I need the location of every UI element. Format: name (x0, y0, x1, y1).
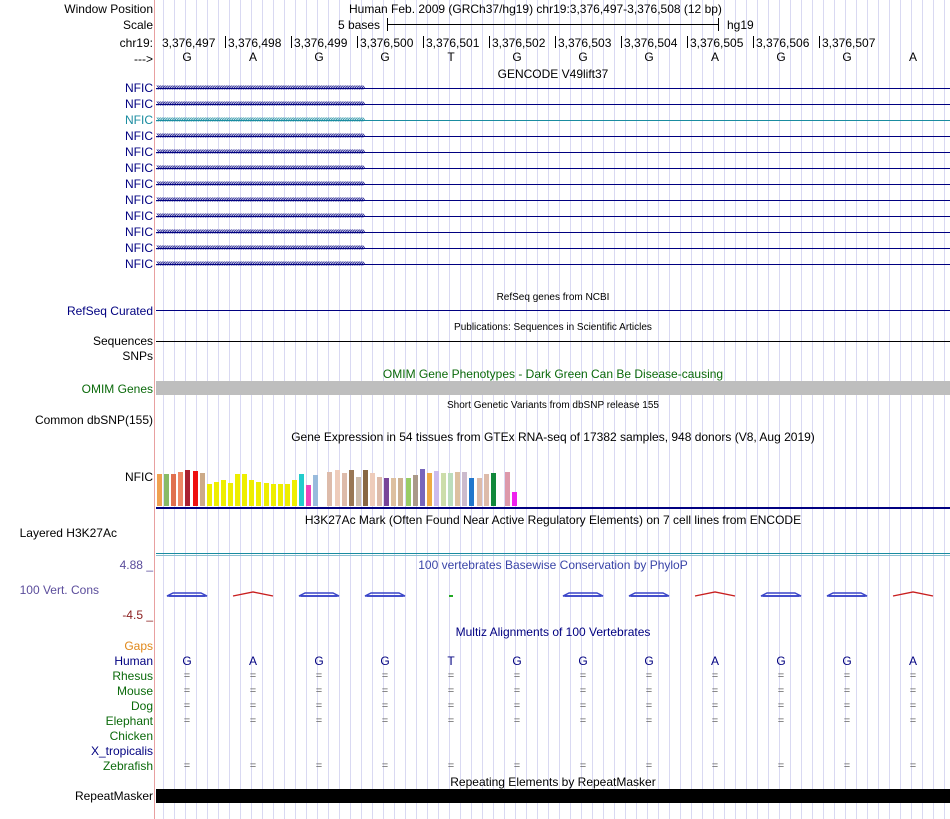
position-tick (357, 36, 358, 48)
gtex-tissue-bar[interactable] (505, 472, 510, 506)
gtex-tissue-bar[interactable] (342, 473, 347, 506)
gtex-tissue-bar[interactable] (469, 478, 474, 506)
scale-bases-text: 5 bases (338, 18, 381, 32)
h3k27ac-label[interactable]: Layered H3K27Ac (19, 526, 117, 540)
human-base: G (314, 654, 324, 668)
reference-base: G (776, 50, 786, 64)
alignment-match: = (645, 715, 653, 727)
alignment-match: = (315, 700, 323, 712)
gtex-gene-label[interactable]: NFIC (125, 470, 153, 484)
alignment-match: = (513, 715, 521, 727)
alignment-match: = (447, 685, 455, 697)
scale-ruler (387, 24, 718, 25)
gtex-tissue-bar[interactable] (271, 484, 276, 506)
alignment-match: = (645, 670, 653, 682)
gtex-tissue-bar[interactable] (221, 480, 226, 506)
refseq-title: RefSeq genes from NCBI (496, 292, 610, 303)
gtex-tissue-bar[interactable] (292, 480, 297, 506)
gtex-tissue-bar[interactable] (491, 473, 496, 506)
alignment-match: = (447, 700, 455, 712)
gencode-transcript-label[interactable]: NFIC (125, 177, 153, 191)
scale-assembly-text: hg19 (727, 18, 754, 32)
alignment-match: = (909, 670, 917, 682)
position-tick-label: 3,376,507 (822, 36, 876, 50)
strand-arrows: ›››››››››››››››››››››››››››››››››››››››››››››››››››››››››››››››››››››››››››››››››››››››››››››››››››››››››››››››››››››››› (156, 178, 364, 189)
sequences-label[interactable]: Sequences (92, 334, 153, 348)
gtex-tissue-bar[interactable] (391, 478, 396, 506)
gtex-tissue-bar[interactable] (363, 470, 368, 506)
alignment-match: = (513, 760, 521, 772)
repeatmasker-title: Repeating Elements by RepeatMasker (450, 775, 656, 789)
human-base: G (512, 654, 522, 668)
strand-arrows: ›››››››››››››››››››››››››››››››››››››››››››››››››››››››››››››››››››››››››››››››››››››››››››››››››››››››››››››››››››››››› (156, 194, 364, 205)
strand-arrows: ›››››››››››››››››››››››››››››››››››››››››››››››››››››››››››››››››››››››››››››››››››››››››››››››››››››››››››››››››››››››› (156, 130, 364, 141)
reference-base: G (644, 50, 654, 64)
alignment-match: = (315, 760, 323, 772)
alignment-match: = (909, 760, 917, 772)
position-tick (753, 36, 754, 48)
position-tick (423, 36, 424, 48)
position-tick-label: 3,376,503 (558, 36, 612, 50)
position-tick (489, 36, 490, 48)
alignment-match: = (777, 715, 785, 727)
alignment-match: = (249, 760, 257, 772)
position-tick (621, 36, 622, 48)
reference-base: G (380, 50, 390, 64)
h3k27ac-signal[interactable] (156, 553, 950, 554)
gtex-tissue-bar[interactable] (157, 474, 162, 506)
human-base: G (380, 654, 390, 668)
reference-base: A (908, 50, 917, 64)
species-label[interactable]: Elephant (105, 714, 153, 728)
alignment-match: = (579, 700, 587, 712)
gtex-tissue-bar[interactable] (228, 483, 233, 506)
phylop-axis-min: -4.5 _ (122, 608, 153, 622)
gtex-tissue-bar[interactable] (427, 473, 432, 506)
position-tick (555, 36, 556, 48)
dbsnp-label[interactable]: Common dbSNP(155) (34, 413, 153, 427)
omim-label[interactable]: OMIM Genes (81, 382, 153, 396)
reference-base: T (447, 50, 455, 64)
alignment-match: = (183, 715, 191, 727)
track-labels-column (0, 0, 153, 819)
strand-label: ---> (134, 52, 153, 66)
conservation-title: 100 vertebrates Basewise Conservation by PhyloP (418, 558, 688, 572)
gtex-tissue-bar[interactable] (171, 474, 176, 506)
alignment-match: = (183, 685, 191, 697)
publications-title: Publications: Sequences in Scientific Articles (454, 322, 652, 333)
gtex-tissue-bar[interactable] (413, 475, 418, 506)
alignment-match: = (711, 715, 719, 727)
gtex-tissue-bar[interactable] (242, 474, 247, 506)
gtex-tissue-bar[interactable] (448, 473, 453, 506)
alignment-match: = (645, 760, 653, 772)
strand-arrows: ›››››››››››››››››››››››››››››››››››››››››››››››››››››››››››››››››››››››››››››››››››››››››››››››››››››››››››››››››››››››› (156, 98, 364, 109)
omim-title: OMIM Gene Phenotypes - Dark Green Can Be Disease-causing (382, 367, 724, 381)
gaps-label: Gaps (124, 639, 153, 653)
position-tick (225, 36, 226, 48)
gencode-transcript-label[interactable]: NFIC (125, 225, 153, 239)
gtex-tissue-bar[interactable] (256, 482, 261, 506)
strand-arrows: ›››››››››››››››››››››››››››››››››››››››››››››››››››››››››››››››››››››››››››››››››››››››››››››››››››››››››››››››››››››››› (156, 226, 364, 237)
reference-base: G (512, 50, 522, 64)
alignment-match: = (183, 670, 191, 682)
gtex-tissue-bar[interactable] (384, 478, 389, 506)
alignment-match: = (249, 700, 257, 712)
gencode-transcript-label[interactable]: NFIC (125, 97, 153, 111)
h3k27ac-signal-shadow (156, 555, 950, 556)
chrom-label: chr19: (119, 36, 153, 50)
alignment-match: = (711, 685, 719, 697)
alignment-match: = (315, 685, 323, 697)
gtex-title: Gene Expression in 54 tissues from GTEx RNA-seq of 17382 samples, 948 donors (V8, Aug 2019) (291, 430, 815, 444)
position-tick-label: 3,376,497 (162, 36, 216, 50)
gtex-tissue-bar[interactable] (278, 484, 283, 506)
position-tick (819, 36, 820, 48)
gtex-tissue-bar[interactable] (178, 472, 183, 506)
phylop-score-mark (233, 592, 273, 596)
alignment-match: = (909, 715, 917, 727)
gtex-tissue-bar[interactable] (406, 478, 411, 506)
gtex-tissue-bar[interactable] (377, 477, 382, 506)
window-position-label: Window Position (64, 2, 153, 16)
alignment-match: = (249, 685, 257, 697)
alignment-match: = (909, 700, 917, 712)
alignment-match: = (843, 700, 851, 712)
scale-ruler-left-tick (387, 18, 388, 31)
alignment-match: = (381, 700, 389, 712)
alignment-match: = (183, 700, 191, 712)
refseq-line[interactable] (156, 310, 950, 311)
alignment-match: = (711, 760, 719, 772)
phylop-track[interactable] (156, 574, 950, 619)
gtex-tissue-bar[interactable] (441, 473, 446, 506)
alignment-match: = (645, 685, 653, 697)
gtex-tissue-bar[interactable] (207, 484, 212, 506)
alignment-match: = (579, 715, 587, 727)
alignment-match: = (579, 685, 587, 697)
human-base: G (578, 654, 588, 668)
position-tick-label: 3,376,504 (624, 36, 678, 50)
alignment-match: = (645, 700, 653, 712)
position-tick-label: 3,376,501 (426, 36, 480, 50)
phylop-axis-max: 4.88 _ (119, 558, 153, 572)
species-label[interactable]: Chicken (109, 729, 153, 743)
reference-base: G (578, 50, 588, 64)
alignment-match: = (579, 670, 587, 682)
human-base: A (908, 654, 917, 668)
omim-bar[interactable] (156, 381, 950, 395)
tracks-panel[interactable] (156, 0, 950, 819)
alignment-match: = (381, 715, 389, 727)
species-label[interactable]: Mouse (116, 684, 153, 698)
human-base: A (710, 654, 719, 668)
position-tick (687, 36, 688, 48)
gtex-tissue-bar[interactable] (477, 478, 482, 506)
gencode-transcript-label[interactable]: NFIC (125, 209, 153, 223)
gtex-tissue-bar[interactable] (455, 472, 460, 506)
alignment-match: = (315, 715, 323, 727)
gencode-title: GENCODE V49lift37 (497, 67, 609, 81)
reference-base: A (710, 50, 719, 64)
human-base: A (248, 654, 257, 668)
alignment-match: = (447, 670, 455, 682)
strand-arrows: ›››››››››››››››››››››››››››››››››››››››››››››››››››››››››››››››››››››››››››››››››››››››››››››››››››››››››››››››››››››››› (156, 114, 364, 125)
gtex-tissue-bar[interactable] (264, 483, 269, 506)
gtex-tissue-bar[interactable] (434, 471, 439, 506)
gtex-bar-chart[interactable] (156, 444, 950, 508)
gtex-tissue-bar[interactable] (249, 480, 254, 506)
alignment-match: = (447, 715, 455, 727)
phylop-score-mark (695, 592, 735, 596)
alignment-match: = (843, 715, 851, 727)
position-tick-label: 3,376,502 (492, 36, 546, 50)
strand-arrows: ›››››››››››››››››››››››››››››››››››››››››››››››››››››››››››››››››››››››››››››››››››››››››››››››››››››››››››››››››››››››› (156, 242, 364, 253)
gtex-tissue-bar[interactable] (327, 472, 332, 506)
gtex-tissue-bar[interactable] (462, 472, 467, 506)
alignment-match: = (777, 760, 785, 772)
position-tick (291, 36, 292, 48)
alignment-match: = (843, 670, 851, 682)
alignment-match: = (249, 670, 257, 682)
alignment-match: = (513, 700, 521, 712)
gtex-tissue-bar[interactable] (185, 470, 190, 506)
reference-base: A (248, 50, 257, 64)
alignment-match: = (381, 670, 389, 682)
alignment-match: = (777, 700, 785, 712)
gtex-tissue-bar[interactable] (164, 474, 169, 506)
publications-line[interactable] (156, 341, 950, 342)
alignment-match: = (843, 760, 851, 772)
gencode-transcript-label[interactable]: NFIC (125, 81, 153, 95)
human-base: T (447, 654, 455, 668)
gtex-tissue-bar[interactable] (420, 469, 425, 506)
alignment-match: = (447, 760, 455, 772)
gtex-tissue-bar[interactable] (235, 474, 240, 506)
gencode-transcript-label[interactable]: NFIC (125, 129, 153, 143)
gtex-tissue-bar[interactable] (214, 482, 219, 506)
species-label[interactable]: Human (114, 654, 153, 668)
scale-ruler-right-tick (718, 18, 719, 31)
alignment-match: = (381, 685, 389, 697)
alignment-match: = (711, 670, 719, 682)
alignment-match: = (843, 685, 851, 697)
dbsnp-title: Short Genetic Variants from dbSNP release 155 (447, 400, 659, 411)
phylop-score-mark (449, 595, 453, 597)
position-tick-label: 3,376,500 (360, 36, 414, 50)
human-base: G (644, 654, 654, 668)
gtex-tissue-bar[interactable] (484, 474, 489, 506)
alignment-match: = (777, 685, 785, 697)
window-position-value: Human Feb. 2009 (GRCh37/hg19) chr19:3,376,497-3,376,508 (12 bp) (349, 2, 722, 16)
gtex-tissue-bar[interactable] (285, 484, 290, 506)
repeatmasker-label[interactable]: RepeatMasker (74, 789, 153, 803)
alignment-match: = (777, 670, 785, 682)
gtex-tissue-bar[interactable] (193, 471, 198, 506)
species-label[interactable]: Rhesus (112, 669, 153, 683)
repeatmasker-bar[interactable] (156, 789, 950, 803)
strand-arrows: ›››››››››››››››››››››››››››››››››››››››››››››››››››››››››››››››››››››››››››››››››››››››››››››››››››››››››››››››››››››››› (156, 146, 364, 157)
gtex-tissue-bar[interactable] (512, 492, 517, 506)
multiz-title: Multiz Alignments of 100 Vertebrates (455, 625, 651, 639)
scale-label: Scale (122, 18, 153, 32)
gtex-tissue-bar[interactable] (370, 473, 375, 506)
position-tick-label: 3,376,499 (294, 36, 348, 50)
gencode-transcript-label[interactable]: NFIC (125, 257, 153, 271)
label-divider (154, 0, 155, 819)
strand-arrows: ›››››››››››››››››››››››››››››››››››››››››››››››››››››››››››››››››››››››››››››››››››››››››››››››››››››››››››››››››››››››› (156, 82, 364, 93)
reference-base: G (314, 50, 324, 64)
alignment-match: = (513, 685, 521, 697)
gtex-tissue-bar[interactable] (299, 474, 304, 506)
position-tick-label: 3,376,506 (756, 36, 810, 50)
snps-label[interactable]: SNPs (122, 349, 153, 363)
conservation-label[interactable]: 100 Vert. Cons (19, 583, 99, 597)
gencode-transcript-label[interactable]: NFIC (125, 193, 153, 207)
gtex-tissue-bar[interactable] (398, 478, 403, 506)
alignment-match: = (909, 685, 917, 697)
gtex-tissue-bar[interactable] (349, 470, 354, 506)
reference-base: G (182, 50, 192, 64)
reference-base: G (842, 50, 852, 64)
gencode-transcript-label[interactable]: NFIC (125, 145, 153, 159)
refseq-label[interactable]: RefSeq Curated (66, 304, 153, 318)
alignment-match: = (381, 760, 389, 772)
gtex-tissue-bar[interactable] (335, 470, 340, 506)
h3k27ac-title: H3K27Ac Mark (Often Found Near Active Regulatory Elements) on 7 cell lines from ENCODE (304, 513, 802, 527)
gtex-baseline (156, 507, 950, 509)
strand-arrows: ›››››››››››››››››››››››››››››››››››››››››››››››››››››››››››››››››››››››››››››››››››››››››››››››››››››››››››››››››››››››› (156, 258, 364, 269)
gencode-transcript-label[interactable]: NFIC (125, 161, 153, 175)
gtex-tissue-bar[interactable] (200, 473, 205, 506)
strand-arrows: ›››››››››››››››››››››››››››››››››››››››››››››››››››››››››››››››››››››››››››››››››››››››››››››››››››››››››››››››››››››››› (156, 210, 364, 221)
gencode-transcript-label[interactable]: NFIC (125, 113, 153, 127)
alignment-match: = (579, 760, 587, 772)
species-label[interactable]: Zebrafish (102, 759, 153, 773)
gencode-transcript-label[interactable]: NFIC (125, 241, 153, 255)
alignment-match: = (711, 700, 719, 712)
phylop-score-mark (893, 592, 933, 596)
position-tick-label: 3,376,498 (228, 36, 282, 50)
human-base: G (842, 654, 852, 668)
alignment-match: = (183, 760, 191, 772)
position-tick-label: 3,376,505 (690, 36, 744, 50)
alignment-match: = (513, 670, 521, 682)
gtex-tissue-bar[interactable] (306, 485, 311, 506)
gtex-tissue-bar[interactable] (313, 475, 318, 506)
human-base: G (776, 654, 786, 668)
strand-arrows: ›››››››››››››››››››››››››››››››››››››››››››››››››››››››››››››››››››››››››››››››››››››››››››››››››››››››››››››››››››››››› (156, 162, 364, 173)
alignment-match: = (249, 715, 257, 727)
species-label[interactable]: X_tropicalis (90, 744, 153, 758)
gtex-tissue-bar[interactable] (356, 477, 361, 506)
species-label[interactable]: Dog (130, 699, 153, 713)
alignment-match: = (315, 670, 323, 682)
human-base: G (182, 654, 192, 668)
